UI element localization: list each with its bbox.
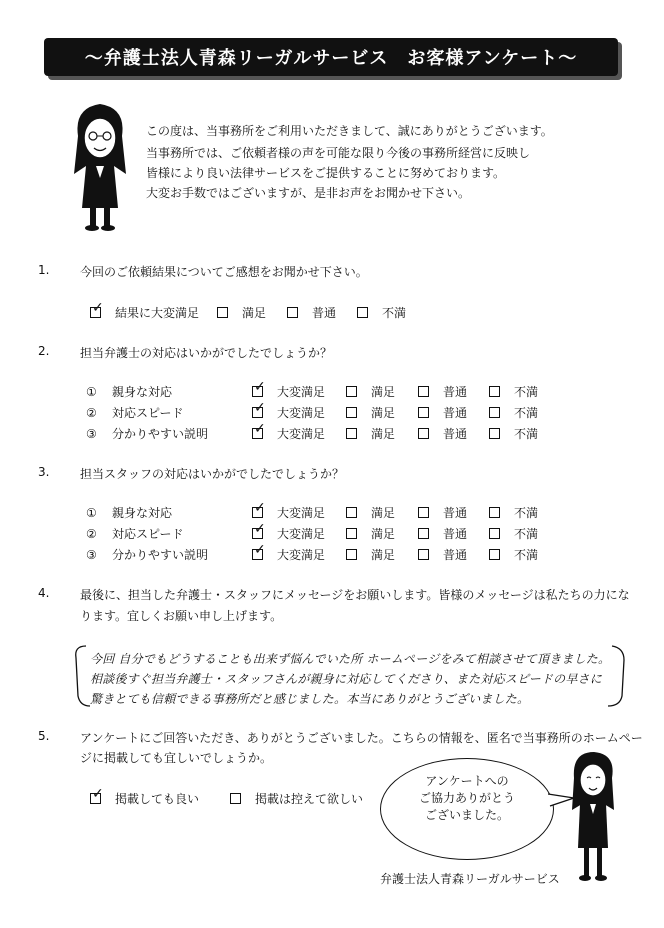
checkbox[interactable] [346,528,357,539]
handwritten-answer-line: 今回 自分でもどうすることも出来ず悩んでいた所 ホームページをみて相談させて頂きました。 [90,652,611,666]
q4-question-line: ります。宜しくお願い申し上げます。 [80,609,283,623]
bubble-line: アンケートへの [425,774,509,788]
checkbox[interactable] [489,549,500,560]
thank-you-speech-bubble [380,758,554,860]
q1-option-very-satisfied[interactable]: ✓ 結果に大変満足 [90,304,199,321]
q3-row1-option[interactable]: 普通 [418,504,467,521]
checkbox[interactable] [418,407,429,418]
q5-number: 5. [38,729,50,743]
q5-option-allow[interactable]: ✓ 掲載しても良い [90,790,199,807]
q2-row1-option[interactable]: 普通 [418,383,467,400]
q3-row2-option[interactable]: 満足 [346,525,395,542]
checkbox-checked[interactable] [90,793,101,804]
q3-row: ③ 分かりやすい説明 [86,548,209,562]
checkbox[interactable] [489,507,500,518]
handwritten-answer-line: 相談後すぐ担当弁護士・スタッフさんが親身に対応してくださり、また対応スピードの早さに [90,672,602,686]
intro-line: 大変お手数ではございますが、是非お声をお聞かせ下さい。 [146,186,471,200]
checkbox[interactable] [489,386,500,397]
checkbox-checked[interactable] [252,507,263,518]
intro-line: この度は、当事務所をご利用いただきまして、誠にありがとうございます。 [146,124,553,138]
checkbox-checked[interactable] [90,307,101,318]
q2-row3-option[interactable]: 満足 [346,425,395,442]
checkbox[interactable] [346,507,357,518]
q1-option-average[interactable]: 普通 [287,304,336,321]
checkbox[interactable] [489,428,500,439]
checkbox[interactable] [489,528,500,539]
q1-option-satisfied[interactable]: 満足 [217,304,266,321]
q2-number: 2. [38,344,50,358]
checkbox-checked[interactable] [252,428,263,439]
q2-row1-option[interactable]: 不満 [489,383,538,400]
q5-option-decline[interactable]: 掲載は控えて欲しい [230,790,363,807]
q2-row: ③ 分かりやすい説明 [86,427,209,441]
q3-number: 3. [38,465,50,479]
q3-row3-option[interactable]: ✓ 大変満足 [252,546,325,563]
checkbox[interactable] [346,386,357,397]
q1-question: 今回のご依頼結果についてご感想をお聞かせ下さい。 [80,265,368,279]
checkbox[interactable] [346,428,357,439]
q3-row2-option[interactable]: 普通 [418,525,467,542]
checkbox[interactable] [489,407,500,418]
q2-row2-option[interactable]: 不満 [489,404,538,421]
q2-row1-option[interactable]: ✓ 大変満足 [252,383,325,400]
handwritten-answer-line: 驚きとても信頼できる事務所だと感じました。本当にありがとうございました。 [90,692,530,706]
q3-row: ② 対応スピード [86,527,184,541]
q2-row2-option[interactable]: 満足 [346,404,395,421]
q4-number: 4. [38,586,50,600]
q1-option-unsatisfied[interactable]: 不満 [357,304,406,321]
q2-row: ② 対応スピード [86,406,184,420]
checkbox-checked[interactable] [252,549,263,560]
q3-row: ① 親身な対応 [86,506,173,520]
q3-question: 担当スタッフの対応はいかがでしたでしょうか？ [80,467,345,481]
q3-row3-option[interactable]: 満足 [346,546,395,563]
staff-illustration-bowing [560,748,626,888]
q2-row3-option[interactable]: ✓ 大変満足 [252,425,325,442]
q3-row3-option[interactable]: 不満 [489,546,538,563]
checkbox[interactable] [346,549,357,560]
q2-row3-option[interactable]: 普通 [418,425,467,442]
checkbox[interactable] [230,793,241,804]
checkbox[interactable] [418,507,429,518]
q5-question-line: アンケートにご回答いただき、ありがとうございました。こちらの情報を、匿名で当事務所のホームペー [80,731,643,745]
intro-line: 当事務所では、ご依頼者様の声を可能な限り今後の事務所経営に反映し [146,146,531,160]
checkbox[interactable] [418,428,429,439]
checkbox[interactable] [287,307,298,318]
q3-row1-option[interactable]: 満足 [346,504,395,521]
q3-row1-option[interactable]: ✓ 大変満足 [252,504,325,521]
q2-row: ① 親身な対応 [86,385,173,399]
checkbox[interactable] [346,407,357,418]
checkbox-checked[interactable] [252,528,263,539]
checkbox[interactable] [418,386,429,397]
intro-line: 皆様により良い法律サービスをご提供することに努めております。 [146,166,506,180]
survey-title: 〜弁護士法人青森リーガルサービス お客様アンケート〜 [84,48,578,69]
checkbox-checked[interactable] [252,386,263,397]
checkbox[interactable] [418,528,429,539]
q2-row1-option[interactable]: 満足 [346,383,395,400]
checkbox-checked[interactable] [252,407,263,418]
staff-illustration [60,96,140,236]
survey-title-banner [44,38,618,76]
q2-question: 担当弁護士の対応はいかがでしたでしょうか？ [80,346,333,360]
q2-row2-option[interactable]: ✓ 大変満足 [252,404,325,421]
checkbox[interactable] [217,307,228,318]
q2-row3-option[interactable]: 不満 [489,425,538,442]
q3-row2-option[interactable]: 不満 [489,525,538,542]
bubble-line: ございました。 [424,808,509,822]
q3-row1-option[interactable]: 不満 [489,504,538,521]
checkbox[interactable] [418,549,429,560]
q5-question-line: ジに掲載しても宜しいでしょうか。 [80,751,273,765]
checkbox[interactable] [357,307,368,318]
q3-row3-option[interactable]: 普通 [418,546,467,563]
q1-number: 1. [38,263,50,277]
q2-row2-option[interactable]: 普通 [418,404,467,421]
q4-question-line: 最後に、担当した弁護士・スタッフにメッセージをお願いします。皆様のメッセージは私たちの力にな [80,588,630,602]
q3-row2-option[interactable]: ✓ 大変満足 [252,525,325,542]
footer-org-name: 弁護士法人青森リーガルサービス [380,872,560,886]
bubble-line: ご協力ありがとう [418,791,515,805]
